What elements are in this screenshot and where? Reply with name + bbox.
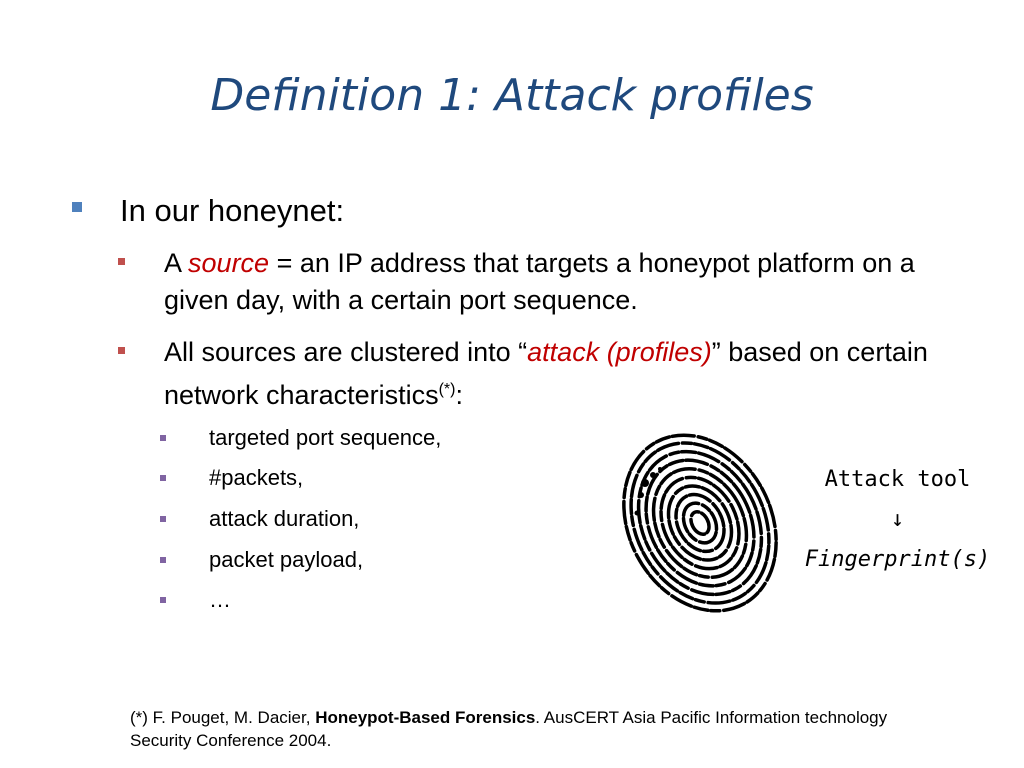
slide-title: Definition 1: Attack profiles — [210, 70, 814, 121]
down-arrow-icon: ↓ — [890, 507, 905, 532]
square-bullet-icon — [160, 435, 166, 441]
footnote: (*) F. Pouget, M. Dacier, Honeypot-Based Forensics. AusCERT Asia Pacific Information technology Security Conference 2004. — [130, 708, 888, 750]
slide: Definition 1: Attack profiles In our honeynet: A source = an IP address that targets a honeypot platform on a given day, with a certain port sequence. All sources are clustered into “attack (profiles)” based on certain network characteristics(*): targeted port sequence, #packets, attack duration, packet payload, … Attack tool ↓ Fingerprint(s) (*) F. Pouget, M. Dacier, Honeypot-Based Forensics. AusCERT Asia Pacific Information technology Security Conference 2004. — [0, 0, 1024, 768]
square-bullet-icon — [160, 557, 166, 563]
square-bullet-icon — [72, 202, 82, 212]
bullet-attack-text: All sources are clustered into “attack (profiles)” based on certain network characteristics(*): — [164, 337, 928, 410]
attack-profiles-term: attack (profiles) — [527, 337, 712, 367]
footnote-marker: (*) — [438, 381, 456, 398]
fingerprint-icon — [615, 423, 785, 618]
square-bullet-icon — [118, 347, 125, 354]
fingerprint-caption — [800, 460, 995, 580]
square-bullet-icon — [160, 475, 166, 481]
square-bullet-icon — [160, 516, 166, 522]
source-term: source — [188, 248, 270, 278]
bullet-source-text: A source = an IP address that targets a honeypot platform on a given day, with a certain port sequence. — [164, 248, 915, 315]
square-bullet-icon — [118, 258, 125, 265]
square-bullet-icon — [160, 597, 166, 603]
bullet-level1-text: In our honeynet: — [120, 193, 345, 228]
caption-attack-tool: Attack tool — [824, 467, 971, 492]
caption-fingerprints: Fingerprint(s) — [804, 547, 991, 572]
footnote-title: Honeypot-Based Forensics — [315, 708, 536, 727]
